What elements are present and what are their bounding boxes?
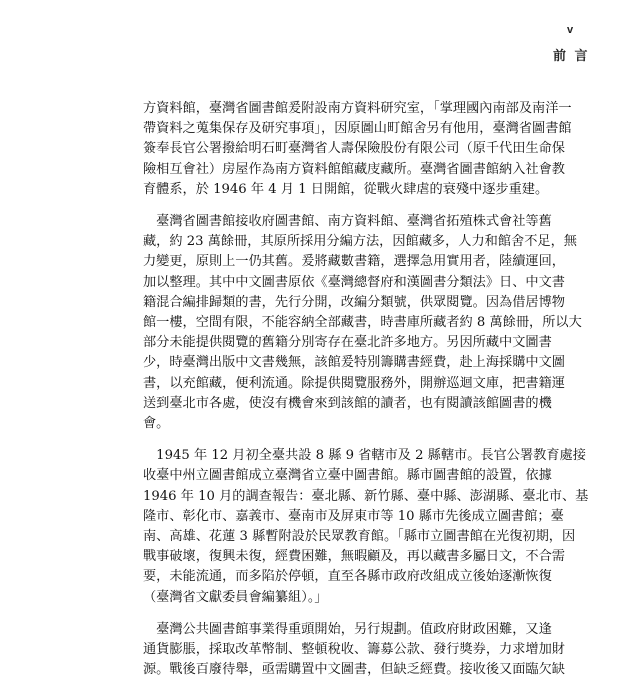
text-line: 要，未能流通，而多陷於停頓，直至各縣市政府改組成立後始逐漸恢復 bbox=[143, 569, 552, 585]
text-line: 少，時臺灣出版中文書幾無，該館爰特別籌購書經費，赴上海採購中文圖 bbox=[143, 355, 565, 371]
running-head: 前 言 bbox=[553, 49, 590, 64]
text-line: 源。戰後百廢待舉，亟需購置中文圖書，但缺乏經費。接收後又面臨欠缺 bbox=[143, 662, 565, 678]
text-line: 隆市、彰化市、嘉義市、臺南市及屏東市等 10 縣市先後成立圖書館；臺 bbox=[143, 508, 564, 524]
text-line: 力變更，原則上一仍其舊。爰將藏數書籍，選擇急用實用者，陸續運回， bbox=[143, 254, 565, 270]
text-line: （臺灣省文獻委員會編纂組）。」 bbox=[143, 589, 328, 605]
text-line: 書，以充館藏，便利流通。除提供閱覽服務外，開辦巡迴文庫，把書籍運 bbox=[143, 375, 565, 391]
text-line: 戰事破壞，復興未復，經費困難，無暇顧及，再以藏書多屬日文，不合需 bbox=[143, 549, 565, 565]
text-line: 帶資料之蒐集保存及研究事項」，因原圖山町館舍另有他用，臺灣省圖書館 bbox=[143, 121, 572, 137]
text-line: 方資料館，臺灣省圖書館爰附設南方資料研究室，「掌理國內南部及南洋一 bbox=[143, 101, 572, 116]
page-number: v bbox=[567, 24, 574, 36]
text-line: 1946 年 10 月的調查報告：臺北縣、新竹縣、臺中縣、澎湖縣、臺北市、基 bbox=[143, 488, 589, 504]
text-line: 藏，約 23 萬餘冊，其原所採用分編方法，因館藏多，人力和館舍不足，無 bbox=[143, 234, 577, 250]
text-line: 會。 bbox=[143, 416, 170, 432]
text-line: 育體系，於 1946 年 4 月 1 日開館，從戰火肆虐的衰殘中逐步重建。 bbox=[143, 181, 549, 197]
text-line: 收臺中州立圖書館成立臺灣省立臺中圖書館。縣市圖書館的設置，依據 bbox=[143, 468, 552, 484]
text-line: 1945 年 12 月初全臺共設 8 縣 9 省轄市及 2 縣轄市。長官公署教育處接 bbox=[143, 448, 586, 464]
text-line: 簽奉長官公署撥給明石町臺灣省人壽保險股份有限公司（原千代田生命保 bbox=[143, 141, 565, 157]
text-line: 加以整理。其中中文圖書原依《臺灣總督府和漢圖書分類法》日、中文書 bbox=[143, 274, 565, 290]
text-line: 館一樓，空間有限，不能容納全部藏書，時書庫所藏者約 8 萬餘冊，所以大 bbox=[143, 315, 582, 331]
text-line: 籍混合編排歸類的書，先行分開，改編分類號，供眾閱覽。因為借居博物 bbox=[143, 294, 565, 310]
paragraph-1 bbox=[143, 99, 572, 200]
paragraph-3 bbox=[143, 446, 589, 608]
body-text bbox=[143, 99, 589, 680]
text-line: 險相互會社）房屋作為南方資料館館藏庋藏所。臺灣省圖書館納入社會教 bbox=[143, 161, 565, 177]
text-line: 臺灣省圖書館接收府圖書館、南方資料館、臺灣省拓殖株式會社等舊 bbox=[143, 214, 552, 230]
text-line: 臺灣公共圖書館事業得重頭開始，另行規劃。值政府財政困難，又逢 bbox=[143, 621, 552, 637]
text-line: 南、高雄、花蓮 3 縣暫附設於民眾教育館。「縣市立圖書館在光復初期，因 bbox=[143, 529, 576, 545]
paragraph-2 bbox=[143, 212, 582, 434]
text-line: 部分未能提供閱覽的舊籍分別寄存在臺北許多地方。另因所藏中文圖書 bbox=[143, 335, 552, 351]
text-line: 通貨膨脹，採取改革幣制、整頓稅收、籌募公款、發行獎券，力求增加財 bbox=[143, 642, 565, 658]
paragraph-4 bbox=[143, 620, 565, 680]
text-line: 送到臺北市各處，使沒有機會來到該館的讀者，也有閱讀該館圖書的機 bbox=[143, 395, 552, 411]
